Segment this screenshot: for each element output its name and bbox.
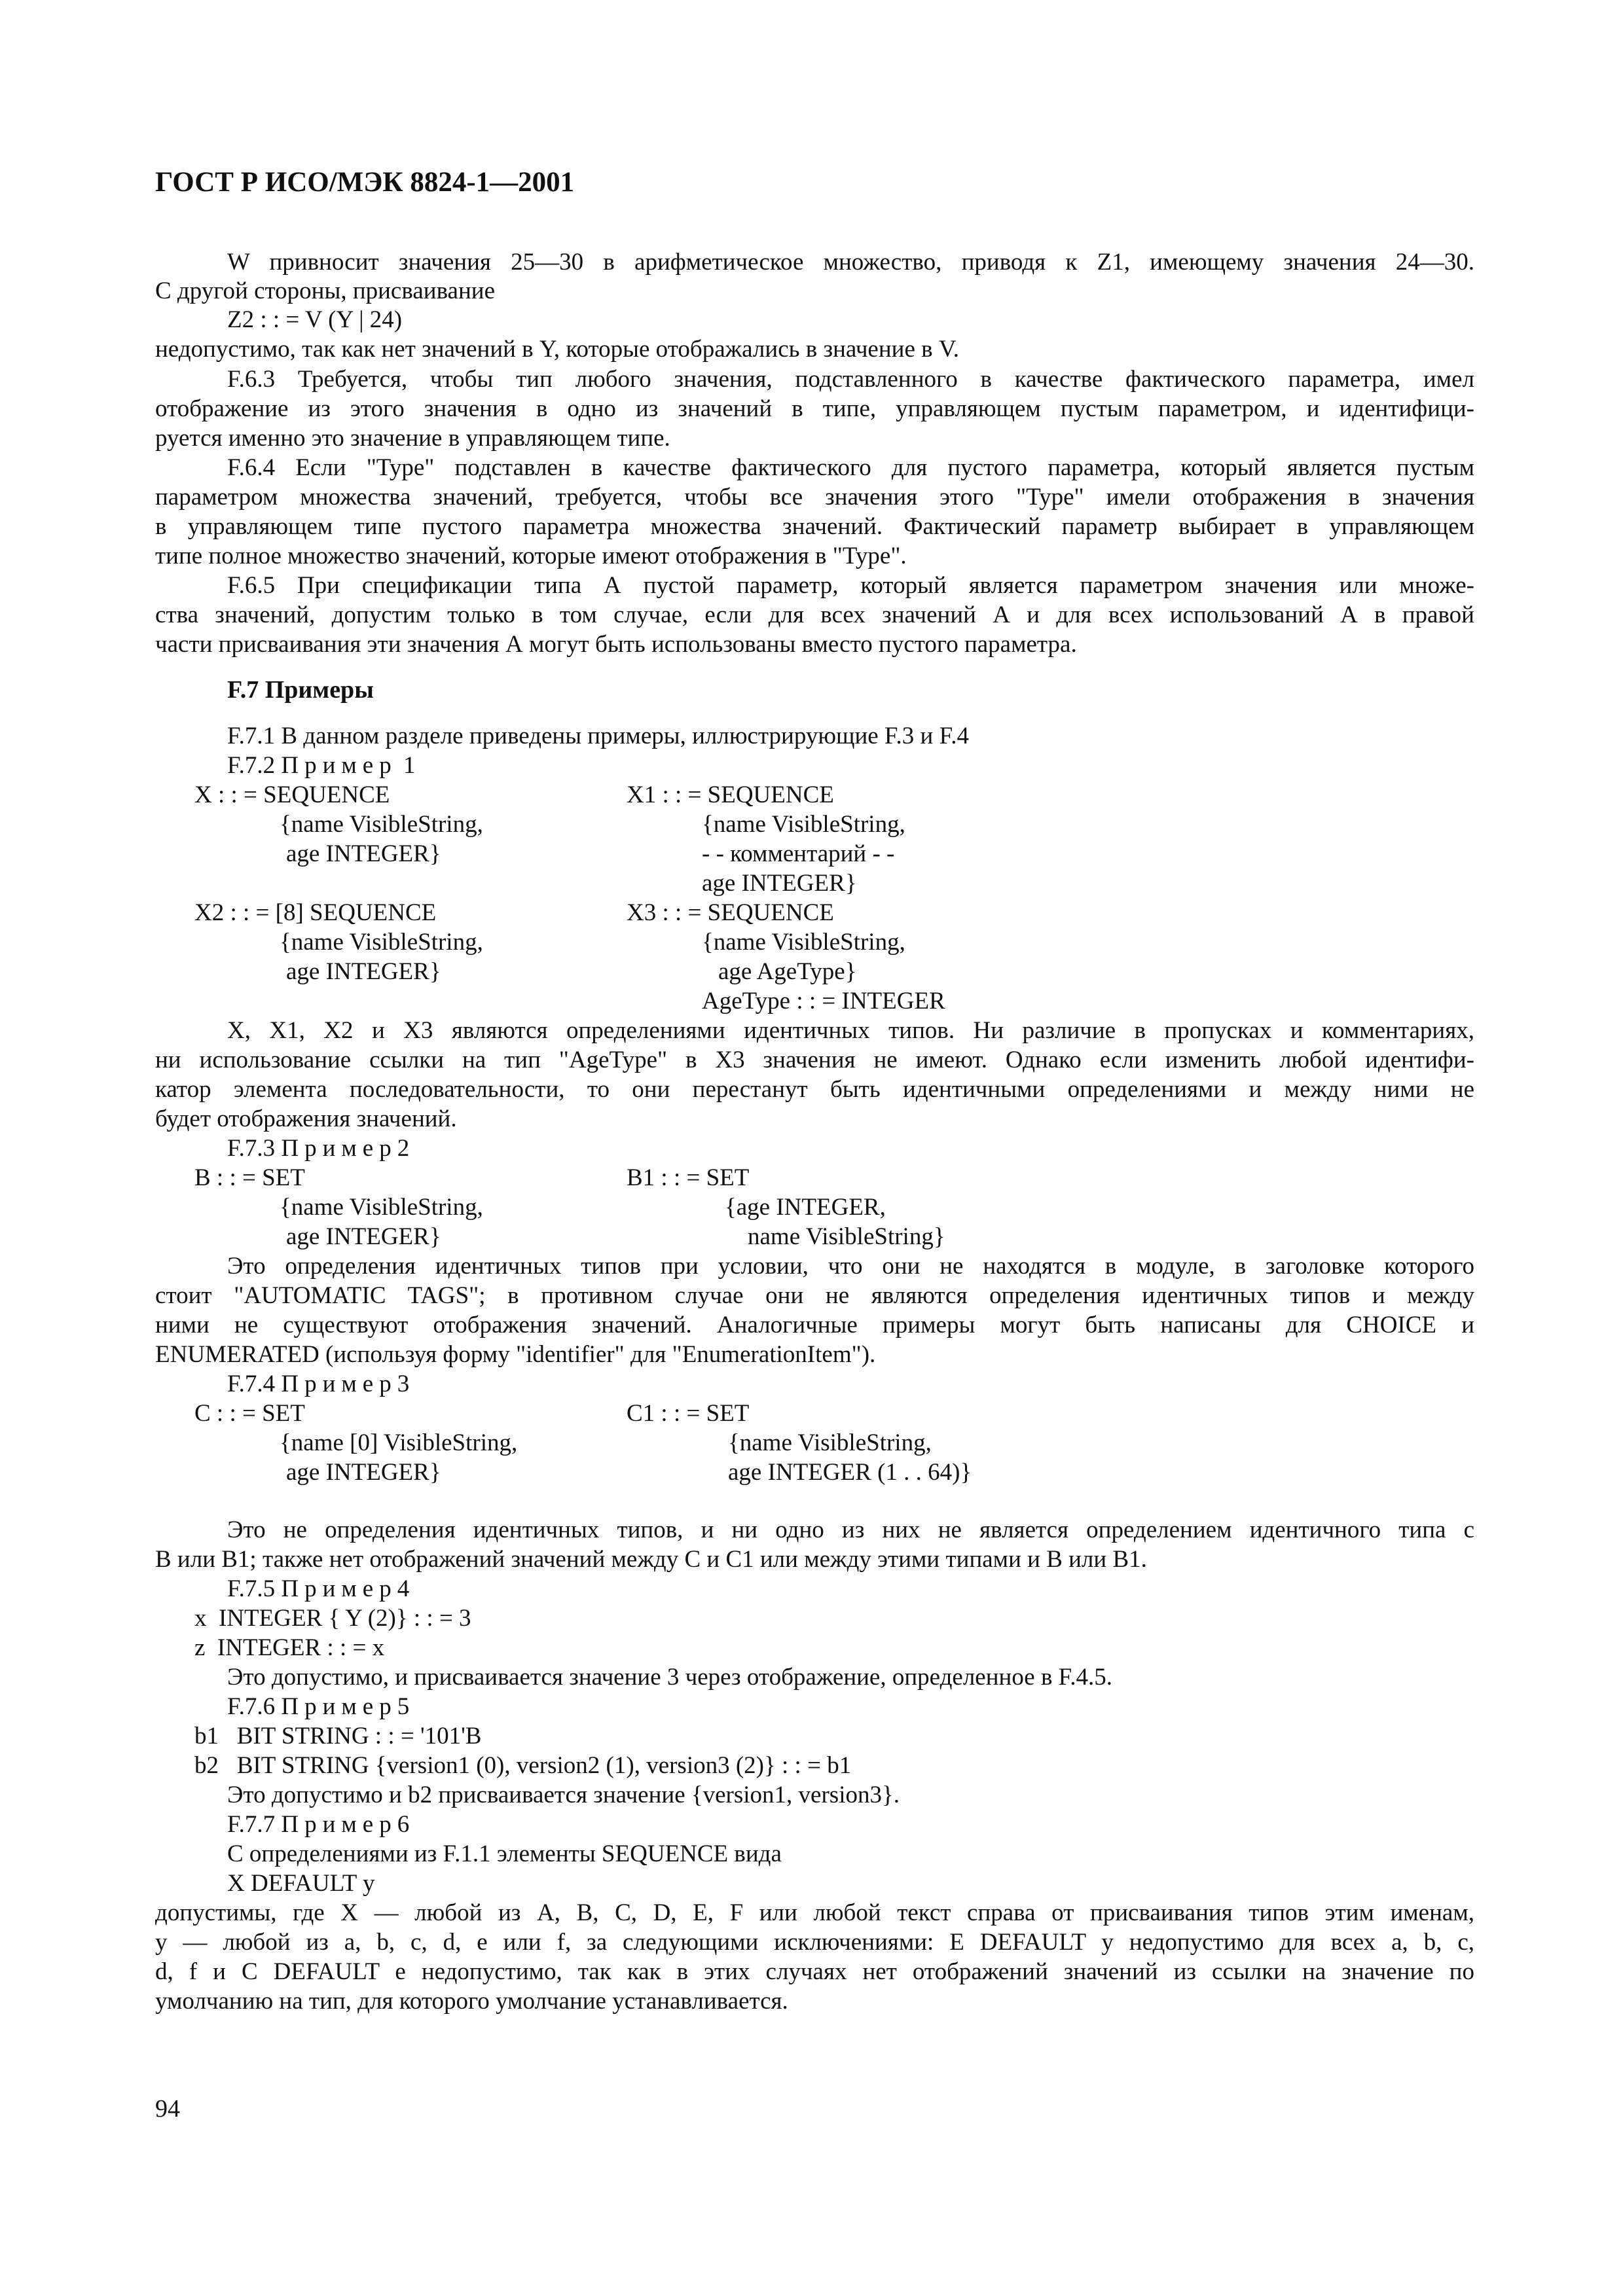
- code-line: name VisibleString}: [748, 1223, 945, 1250]
- section-heading: F.7 Примеры: [227, 676, 374, 704]
- code-line: b1 BIT STRING : : = '101'B: [194, 1723, 482, 1749]
- text-line: в управляющем типе пустого параметра множества значений. Фактический параметр выбирает в управляющем: [155, 513, 1474, 540]
- code-line: age INTEGER}: [702, 870, 857, 897]
- code-line: {age INTEGER,: [725, 1194, 886, 1221]
- text-line: части присваивания эти значения А могут быть использованы вместо пустого параметра.: [155, 631, 1077, 658]
- code-line: X2 : : = [8] SEQUENCE: [194, 899, 437, 926]
- example-heading: F.7.2 Пример 1: [227, 752, 416, 779]
- code-line: age INTEGER}: [286, 840, 441, 867]
- code-line: X DEFAULT y: [227, 1870, 375, 1897]
- text-line: ними не существуют отображения значений. Аналогичные примеры могут быть написаны для CHOICE и: [155, 1312, 1474, 1338]
- text-line: Это не определения идентичных типов, и ни одно из них не является определением идентичного типа с: [227, 1516, 1474, 1543]
- code-line: C : : = SET: [194, 1400, 305, 1427]
- text-line: параметром множества значений, требуется, чтобы все значения этого "Type" имели отображения в значения: [155, 484, 1474, 511]
- text-line: d, f и C DEFAULT e недопустимо, так как в этих случаях нет отображений значений из ссылки на значение по: [155, 1958, 1474, 1985]
- example-heading: F.7.7 Пример6: [227, 1811, 410, 1838]
- text-line: F.6.3 Требуется, чтобы тип любого значения, подставленного в качестве фактического параметра, имел: [227, 366, 1474, 393]
- text-line: X, X1, X2 и X3 являются определениями идентичных типов. Ни различие в пропусках и комментариях,: [227, 1017, 1474, 1044]
- code-line: {name VisibleString,: [702, 811, 905, 838]
- text-line: y — любой из a, b, c, d, e или f, за следующими исключениями: E DEFAULT y недопустимо для всех a, b, c,: [155, 1929, 1474, 1956]
- text-line: умолчанию на тип, для которого умолчание устанавливается.: [155, 1988, 788, 2015]
- document-header: ГОСТ Р ИСО/МЭК 8824-1—2001: [155, 167, 575, 198]
- code-line: b2 BIT STRING {version1 (0), version2 (1), version3 (2)} : : = b1: [194, 1752, 852, 1779]
- text-line: С определениями из F.1.1 элементы SEQUENCE вида: [227, 1840, 782, 1867]
- text-line: будет отображения значений.: [155, 1105, 457, 1132]
- text-line: типе полное множество значений, которые имеют отображения в "Type".: [155, 543, 907, 569]
- text-line: катор элемента последовательности, то они перестанут быть идентичными определениями и между ними не: [155, 1076, 1474, 1103]
- code-line: age INTEGER}: [286, 1223, 441, 1250]
- code-line: AgeType : : = INTEGER: [702, 988, 945, 1014]
- code-line: {name VisibleString,: [280, 1194, 483, 1221]
- text-line: F.6.4 Если "Type" подставлен в качестве фактического для пустого параметра, который является пустым: [227, 454, 1474, 481]
- text-line: недопустимо, так как нет значений в Y, которые отображались в значение в V.: [155, 336, 960, 363]
- text-line: руется именно это значение в управляющем типе.: [155, 425, 670, 452]
- code-comment: - - комментарий - -: [702, 840, 895, 867]
- example-heading: F.7.4 Пример3: [227, 1371, 410, 1397]
- code-line: X1 : : = SEQUENCE: [627, 781, 834, 808]
- text-line: F.6.5 При спецификации типа А пустой параметр, который является параметром значения или множе-: [227, 572, 1474, 599]
- page-number: 94: [155, 2095, 180, 2123]
- text-line: Это допустимо и b2 присваивается значение {version1, version3}.: [227, 1782, 900, 1808]
- code-line: {name VisibleString,: [280, 811, 483, 838]
- code-line: age INTEGER}: [286, 1459, 441, 1486]
- code-line: age INTEGER}: [286, 958, 441, 985]
- code-line: {name [0] VisibleString,: [280, 1429, 518, 1456]
- text-line: W привносит значения 25—30 в арифметическое множество, приводя к Z1, имеющему значения 24—30.: [227, 249, 1474, 276]
- text-line: Это определения идентичных типов при условии, что они не находятся в модуле, в заголовке которого: [227, 1253, 1474, 1280]
- code-line: {name VisibleString,: [280, 929, 483, 956]
- text-line: ства значений, допустим только в том случае, если для всех значений А и для всех использований А в правой: [155, 601, 1474, 628]
- code-line: {name VisibleString,: [728, 1429, 932, 1456]
- text-line: допустимы, где X — любой из A, B, C, D, E, F или любой текст справа от присваивания типов этим именам,: [155, 1899, 1474, 1926]
- code-line: age AgeType}: [718, 958, 857, 985]
- text-line: стоит "AUTOMATIC TAGS"; в противном случае они не являются определения идентичных типов и между: [155, 1282, 1474, 1309]
- text-line: ни использование ссылки на тип "AgeType" в X3 значения не имеют. Однако если изменить любой идентифи-: [155, 1047, 1474, 1073]
- example-heading: F.7.3 Пример2: [227, 1135, 410, 1162]
- text-line: F.7.1 В данном разделе приведены примеры, иллюстрирующие F.3 и F.4: [227, 723, 969, 749]
- text-line: отображение из этого значения в одно из значений в типе, управляющем пустым параметром, и идентифици-: [155, 395, 1474, 422]
- code-line: x INTEGER { Y (2)} : : = 3: [194, 1605, 471, 1632]
- code-line: Z2 : : = V (Y | 24): [227, 306, 403, 333]
- code-line: age INTEGER (1 . . 64)}: [728, 1459, 972, 1486]
- code-line: X3 : : = SEQUENCE: [627, 899, 834, 926]
- text-line: Это допустимо, и присваивается значение 3 через отображение, определенное в F.4.5.: [227, 1664, 1113, 1691]
- text-line: B или B1; также нет отображений значений между C и C1 или между этими типами и B или B1.: [155, 1546, 1147, 1573]
- code-line: C1 : : = SET: [627, 1400, 750, 1427]
- text-line: ENUMERATED (используя форму "identifier" для "EnumerationItem").: [155, 1341, 876, 1368]
- text-line: С другой стороны, присваивание: [155, 278, 495, 304]
- example-heading: F.7.6 Пример5: [227, 1693, 410, 1720]
- code-line: z INTEGER : : = x: [194, 1634, 385, 1661]
- code-line: B : : = SET: [194, 1164, 305, 1191]
- code-line: X : : = SEQUENCE: [194, 781, 390, 808]
- code-line: B1 : : = SET: [627, 1164, 750, 1191]
- example-heading: F.7.5 Пример4: [227, 1575, 410, 1602]
- code-line: {name VisibleString,: [702, 929, 905, 956]
